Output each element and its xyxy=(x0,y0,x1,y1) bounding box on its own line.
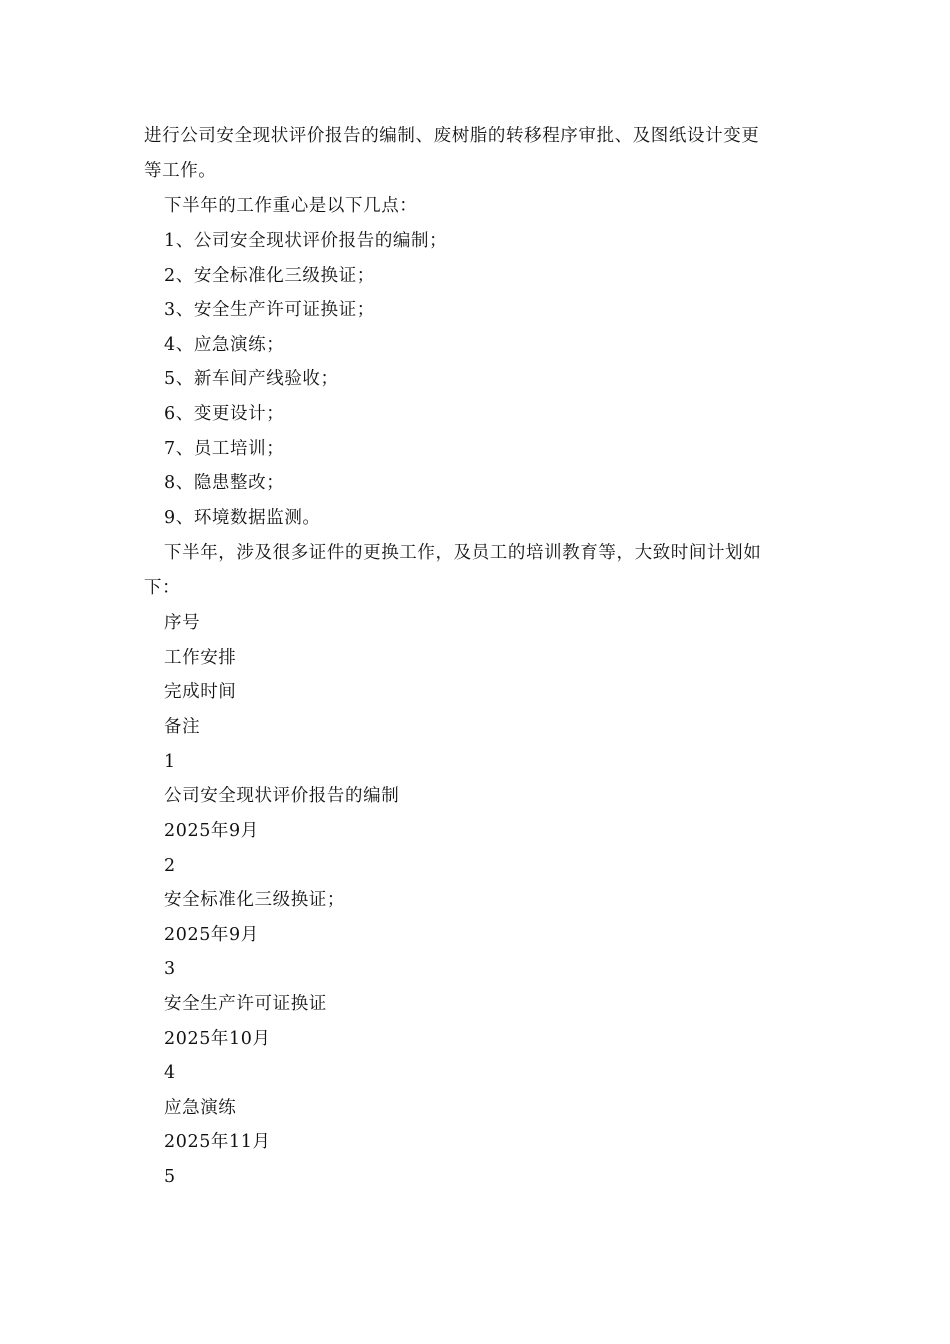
focus-item-8: 8、隐患整改； xyxy=(164,473,285,493)
focus-item-5: 5、新车间产线验收； xyxy=(164,369,339,389)
table-row-1-task: 公司安全现状评价报告的编制 xyxy=(164,786,400,806)
focus-item-9: 9、环境数据监测。 xyxy=(164,508,321,528)
table-row-1-time: 2025年9月 xyxy=(164,821,259,841)
table-row-2-no: 2 xyxy=(164,856,176,876)
intro-text-line-1: 进行公司安全现状评价报告的编制、废树脂的转移程序审批、及图纸设计变更 xyxy=(144,126,760,146)
table-header-time: 完成时间 xyxy=(164,682,237,702)
plan-intro-line-1: 下半年，涉及很多证件的更换工作，及员工的培训教育等，大致时间计划如 xyxy=(164,543,762,563)
focus-item-3: 3、安全生产许可证换证； xyxy=(164,300,375,320)
focus-item-4: 4、应急演练； xyxy=(164,335,285,355)
table-row-4-no: 4 xyxy=(164,1063,176,1083)
table-row-4-time: 2025年11月 xyxy=(164,1132,271,1152)
focus-item-2: 2、安全标准化三级换证； xyxy=(164,266,375,286)
table-row-2-task: 安全标准化三级换证； xyxy=(164,890,345,910)
table-header-task: 工作安排 xyxy=(164,648,237,668)
table-row-3-no: 3 xyxy=(164,959,176,979)
plan-intro-line-2: 下： xyxy=(144,578,181,598)
focus-item-6: 6、变更设计； xyxy=(164,404,285,424)
intro-text-line-2: 等工作。 xyxy=(144,161,217,181)
table-row-4-task: 应急演练 xyxy=(164,1098,237,1118)
table-row-5-no: 5 xyxy=(164,1167,176,1187)
table-row-2-time: 2025年9月 xyxy=(164,925,259,945)
table-row-3-time: 2025年10月 xyxy=(164,1029,271,1049)
table-row-3-task: 安全生产许可证换证 xyxy=(164,994,327,1014)
focus-item-7: 7、员工培训； xyxy=(164,439,285,459)
focus-heading: 下半年的工作重心是以下几点： xyxy=(164,196,418,216)
table-row-1-no: 1 xyxy=(164,752,176,772)
focus-item-1: 1、公司安全现状评价报告的编制； xyxy=(164,231,448,251)
table-header-no: 序号 xyxy=(164,613,201,633)
table-header-remark: 备注 xyxy=(164,717,201,737)
